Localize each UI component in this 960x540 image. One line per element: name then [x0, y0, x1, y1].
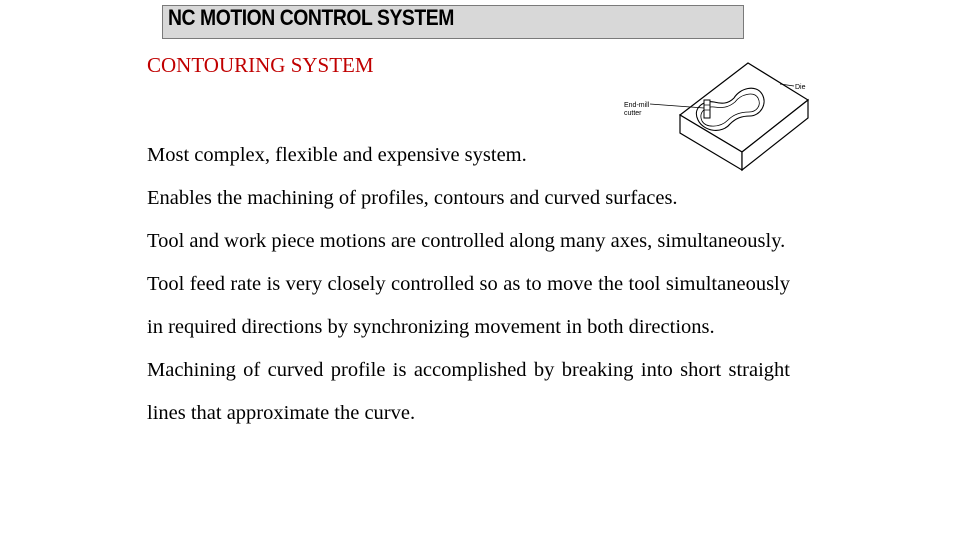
- bullet-point: Most complex, flexible and expensive system.: [147, 144, 527, 166]
- label-cutter: cutter: [624, 110, 642, 117]
- body-text: [147, 134, 790, 435]
- bullet-point: Tool and work piece motions are controlled along many axes, simultaneously.: [147, 230, 786, 252]
- page-title: NC MOTION CONTROL SYSTEM: [168, 5, 454, 30]
- bullet-point: Enables the machining of profiles, contours and curved surfaces.: [147, 187, 678, 209]
- bullet-point: Machining of curved profile is accomplished by breaking into short straight lines that approximate the curve.: [147, 359, 790, 424]
- section-title: CONTOURING SYSTEM: [147, 53, 374, 77]
- label-end-mill: End-mill: [624, 102, 650, 109]
- label-die: Die: [795, 84, 806, 91]
- end-mill-cutter-icon: [704, 100, 710, 118]
- bullet-point: Tool feed rate is very closely controlled so as to move the tool simultaneously in required directions by synchronizing movement in both directions.: [147, 273, 790, 338]
